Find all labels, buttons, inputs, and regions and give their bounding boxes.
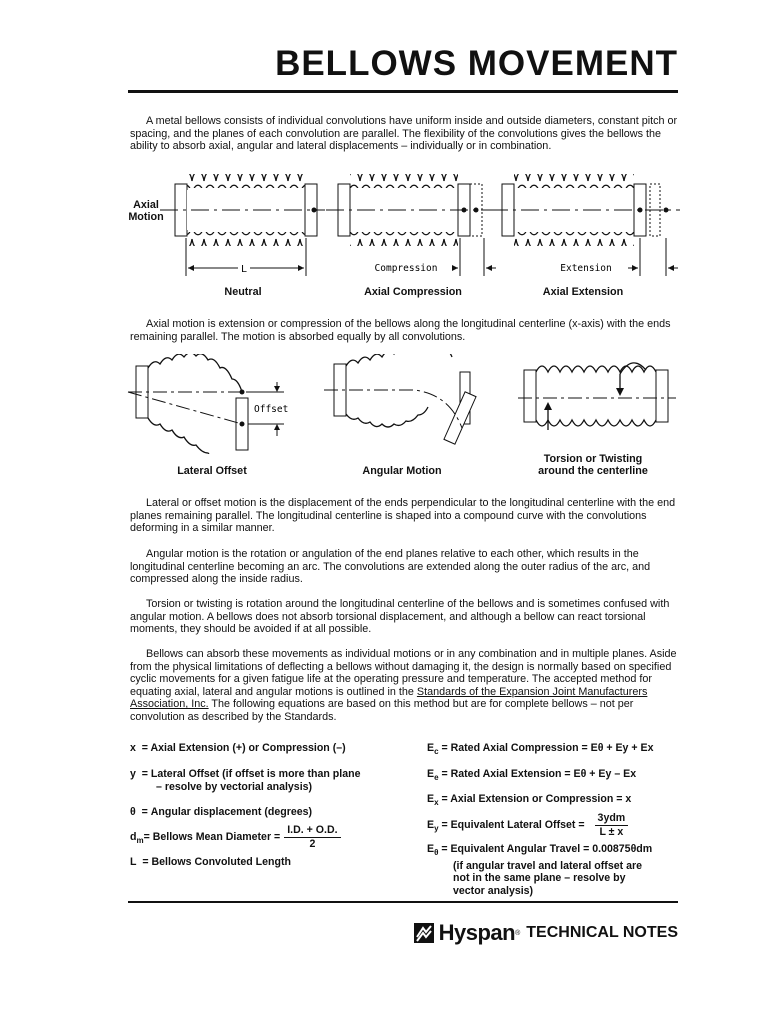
caption-angular-motion: Angular Motion [362,465,442,477]
eq-theta: θ = Angular displacement (degrees) [130,806,313,818]
caption-axial-compression: Axial Compression [364,286,462,298]
footer-rule [128,901,678,903]
axial-paragraph: Axial motion is extension or compression of the bellows along the longitudinal centerline (x-axis) with the ends remaining parallel. The motion is absorbed equally by all convolutions. [130,318,671,343]
technical-notes-label: TECHNICAL NOTES [526,924,678,941]
offset-label: Offset [254,404,289,415]
caption-torsion: Torsion or Twisting around the centerline [538,453,648,477]
standards-paragraph: Bellows can absorb these movements as individual motions or in any combination and in multiple planes. Aside from the physical limitations of deflecting a bellows without damaging it, the design is normally based on specified cyclic movements for a given fatigue life at the operating pressure and temperature. The accepted method for equating axial, lateral and angular motions is outlined in the Standards of the Expansion Joint Manufacturers Association, Inc. The following equations are based on this method but are for complete bellows – not per convolution as described by the Standards. [130,648,677,723]
compressed-bellows [326,174,496,276]
axial-motion-label: Axial Motion [128,199,164,223]
angular-paragraph: Angular motion is the rotation or angulation of the end planes relative to each other, which results in the longitudinal centerline becoming an arc. The convolutions are extended along the outer radius of the arc, and compressed along the inside radius. [130,548,651,586]
standards-link[interactable]: Standards of the Expansion Joint Manufacturers Association, Inc. [130,685,648,711]
axial-motion-figure [120,168,690,280]
footer [400,918,678,948]
torsion-bellows [518,363,676,430]
registered-mark: ® [515,929,521,937]
angular-bellows [324,354,476,444]
neutral-bellows [160,174,325,276]
eq-y: y = Lateral Offset (if offset is more than plane – resolve by vectorial analysis) [130,768,361,793]
eq-Etheta: $E_\theta$ = Equivalent Angular Travel = 0.00875θdm (if angular travel and lateral offset are not in the same plane – resolve by vector analysis) [427,843,653,897]
eq-Ey: $E_y$ = Equivalent Lateral Offset = $\frac{\text{3ydm}}{L \pm x}$ [427,812,628,838]
dim-L: L [240,264,248,275]
dim-compression: Compression [374,263,438,274]
eq-Ec: $E_c$ = Rated Axial Compression = Eθ + Ey + Ex [427,742,654,757]
extended-bellows [490,174,680,276]
caption-axial-extension: Axial Extension [542,286,624,298]
page-title: BELLOWS MOVEMENT [275,44,678,83]
eq-Ex: $E_x$ = Axial Extension or Compression = x [427,793,632,808]
title-rule [128,90,678,93]
dim-extension: Extension [560,263,612,274]
lateral-offset-bellows [128,354,288,454]
brand-name: Hyspan [438,920,516,945]
caption-neutral: Neutral [224,286,262,298]
intro-paragraph: A metal bellows consists of individual convolutions have uniform inside and outside diameters, constant pitch or spacing, and the planes of each convolution are parallel. The flexibility of the convolutions gives the bellows the ability to absorb axial, angular and lateral displacements – individually or in combination. [130,115,678,153]
motion-types-figure [124,354,684,454]
lateral-paragraph: Lateral or offset motion is the displacement of the ends perpendicular to the longitudinal centerline with the end planes remaining parallel. The longitudinal centerline is shaped into a compound curve with the convolutions deforming in a similar manner. [130,497,676,535]
eq-Ee: $E_e$ = Rated Axial Extension = Eθ + Ey – Ex [427,768,637,783]
eq-dm: $d_m=$ Bellows Mean Diameter = $\frac{I.D. + O.D.}{2}$ [130,824,341,850]
hyspan-logo-icon [413,922,435,944]
torsion-paragraph: Torsion or twisting is rotation around the longitudinal centerline of the bellows and is sometimes confused with angular motion. A bellows does not absorb torsional displacement, and although a bellow can react torsional moments, they should be avoided if at all possible. [130,598,670,636]
eq-x: x = Axial Extension (+) or Compression (–) [130,742,346,754]
caption-lateral-offset: Lateral Offset [177,465,247,477]
eq-L: L = Bellows Convoluted Length [130,856,291,868]
